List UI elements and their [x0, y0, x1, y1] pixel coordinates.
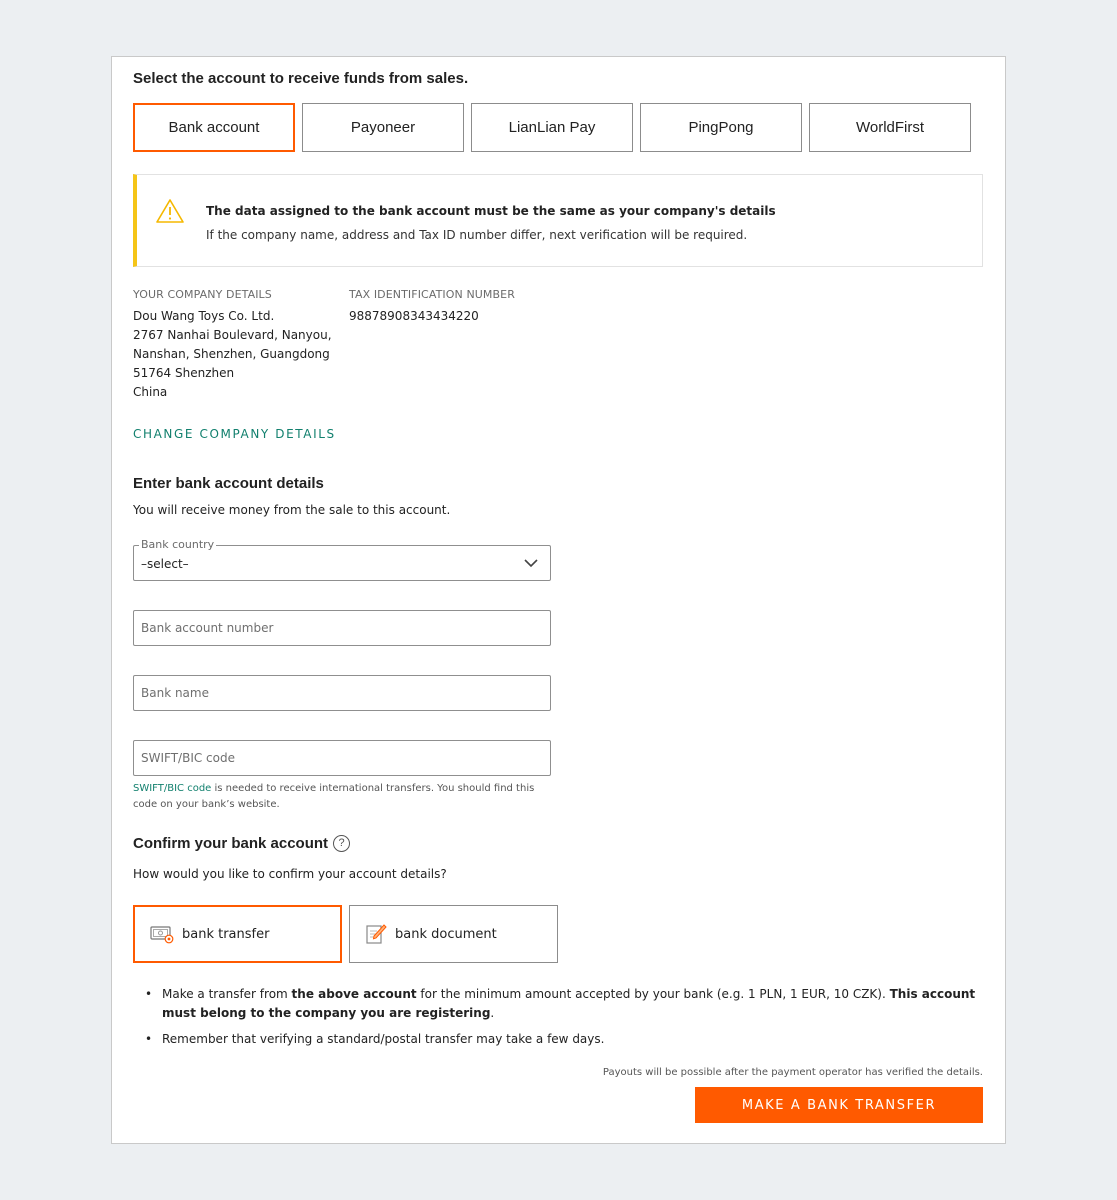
bank-details-title: Enter bank account details: [133, 475, 324, 492]
bank-account-number-field[interactable]: [133, 610, 551, 646]
bank-account-number-input[interactable]: [134, 611, 550, 645]
company-name: Dou Wang Toys Co. Ltd.: [133, 309, 275, 323]
question-icon[interactable]: ?: [333, 835, 350, 852]
confirm-title-text: Confirm your bank account: [133, 835, 329, 852]
money-transfer-icon: [150, 924, 174, 944]
tab-worldfirst[interactable]: WorldFirst: [809, 103, 971, 152]
bank-name-field[interactable]: [133, 675, 551, 711]
company-country: China: [133, 385, 168, 399]
make-bank-transfer-button[interactable]: MAKE A BANK TRANSFER: [695, 1087, 983, 1123]
bank-document-label: bank document: [395, 926, 497, 942]
bank-document-option[interactable]: [349, 905, 558, 963]
confirm-account-title: [133, 835, 350, 853]
swift-code-field[interactable]: [133, 740, 551, 776]
bank-details-subtitle: You will receive money from the sale to this account.: [133, 503, 451, 517]
swift-hint-text: is needed to receive international transfers. You should find this code on your bank’s website.: [133, 783, 535, 810]
swift-code-input[interactable]: [134, 741, 550, 775]
tab-bank-account[interactable]: Bank account: [133, 103, 295, 152]
tax-id-label: TAX IDENTIFICATION NUMBER: [349, 288, 515, 301]
chevron-down-icon: [523, 557, 539, 569]
tab-pingpong[interactable]: PingPong: [640, 103, 802, 152]
tax-id-value: 98878908343434220: [349, 309, 479, 323]
swift-info-link[interactable]: SWIFT/BIC code: [133, 783, 212, 794]
swift-hint: [133, 781, 553, 813]
company-address-line: 51764 Shenzhen: [133, 366, 235, 380]
alert-text: If the company name, address and Tax ID number differ, next verification will be required.: [206, 228, 748, 242]
list-item: • Make a transfer from the above account for the minimum amount accepted by your bank (e.g. 1 PLN, 1 EUR, 10 CZK). This account must belong to the company you are registering.: [153, 985, 983, 1023]
company-address-line: Nanshan, Shenzhen, Guangdong: [133, 347, 330, 361]
bank-transfer-option[interactable]: [133, 905, 342, 963]
section-heading: Select the account to receive funds from sales.: [133, 70, 469, 87]
company-details-label: YOUR COMPANY DETAILS: [133, 288, 272, 301]
alert-title: The data assigned to the bank account must be the same as your company's details: [206, 204, 776, 218]
bank-transfer-label: bank transfer: [182, 926, 270, 942]
confirm-question: How would you like to confirm your account details?: [133, 867, 447, 881]
payout-note: Payouts will be possible after the payment operator has verified the details.: [602, 1067, 983, 1078]
tab-lianlian-pay[interactable]: LianLian Pay: [471, 103, 633, 152]
bank-name-input[interactable]: [134, 676, 550, 710]
document-edit-icon: [365, 923, 387, 945]
bank-country-select[interactable]: [133, 538, 551, 581]
bank-country-label: Bank country: [141, 538, 215, 551]
payout-settings-card: [111, 56, 1006, 1144]
warning-icon: [155, 198, 185, 224]
company-details: [133, 307, 332, 402]
list-item: • Remember that verifying a standard/postal transfer may take a few days.: [153, 1030, 983, 1049]
company-address-line: 2767 Nanhai Boulevard, Nanyou,: [133, 328, 332, 342]
change-company-details-link[interactable]: CHANGE COMPANY DETAILS: [133, 427, 336, 441]
warning-alert: [133, 174, 983, 267]
transfer-instructions: [153, 985, 983, 1056]
bank-country-value: –select–: [141, 557, 189, 571]
tab-payoneer[interactable]: Payoneer: [302, 103, 464, 152]
payout-method-tabs: [133, 103, 974, 152]
